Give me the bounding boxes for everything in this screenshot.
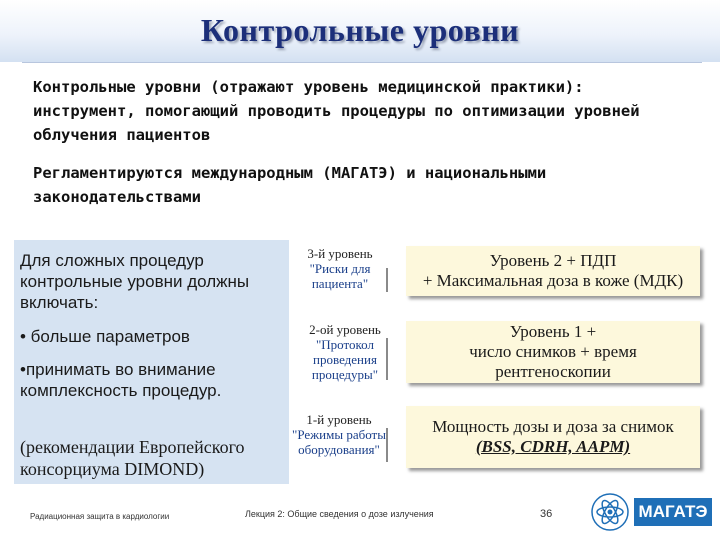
level-2-subtitle: "Протокол проведения процедуры" (311, 337, 379, 382)
level-3-bracket (386, 268, 388, 292)
result-1-standards: (BSS, CDRH, AAPM) (475, 437, 631, 456)
result-2-line1: Уровень 1 + (509, 322, 597, 341)
panel-bullet-parameters: • больше параметров (20, 327, 190, 346)
result-2-line2: число снимков + время (469, 342, 637, 361)
level-3-label (292, 246, 388, 291)
level-1-bracket (386, 428, 388, 462)
result-1-line1: Мощность дозы и доза за снимок (432, 417, 674, 436)
level-2-label (297, 322, 393, 382)
footer-lecture-title: Лекция 2: Общие сведения о дозе излучения (245, 509, 434, 519)
panel-recommendation: (рекомендации Европейского консорциума DIMOND) (20, 437, 245, 479)
panel-bullet-complexity: •принимать во внимание комплексность процедур. (20, 360, 222, 400)
level-3-subtitle: "Риски для пациента" (309, 261, 371, 291)
page-number: 36 (540, 508, 553, 520)
intro-paragraph: Контрольные уровни (отражают уровень медицинской практики): инструмент, помогающий проводить процедуры по оптимизации уровней облучения пациентов (33, 78, 640, 144)
iaea-atom-logo-icon (590, 492, 630, 532)
result-3-line1: Уровень 2 + ПДП (489, 251, 617, 270)
result-2-line3: рентгеноскопии (495, 362, 611, 381)
result-box-level-3 (406, 246, 700, 296)
result-box-level-1 (406, 406, 700, 468)
level-1-subtitle: "Режимы работы оборудования" (292, 427, 386, 457)
level-2-title: 2-ой уровень (309, 322, 381, 337)
result-3-line2: + Максимальная доза в коже (МДК) (422, 271, 684, 290)
level-3-title: 3-й уровень (307, 246, 373, 261)
result-box-level-2 (406, 321, 700, 383)
iaea-logo-text: МАГАТЭ (634, 498, 712, 526)
slide-title: Контрольные уровни (200, 12, 520, 48)
footer-course-title: Радиационная защита в кардиологии (30, 512, 170, 521)
regulation-paragraph: Регламентируются международным (МАГАТЭ) и национальными законодательствами (33, 164, 547, 206)
title-divider (22, 62, 702, 63)
panel-intro-text: Для сложных процедур контрольные уровни должны включать: (20, 251, 250, 312)
level-2-bracket (386, 338, 388, 380)
level-1-label (291, 412, 387, 457)
level-1-title: 1-й уровень (306, 412, 372, 427)
